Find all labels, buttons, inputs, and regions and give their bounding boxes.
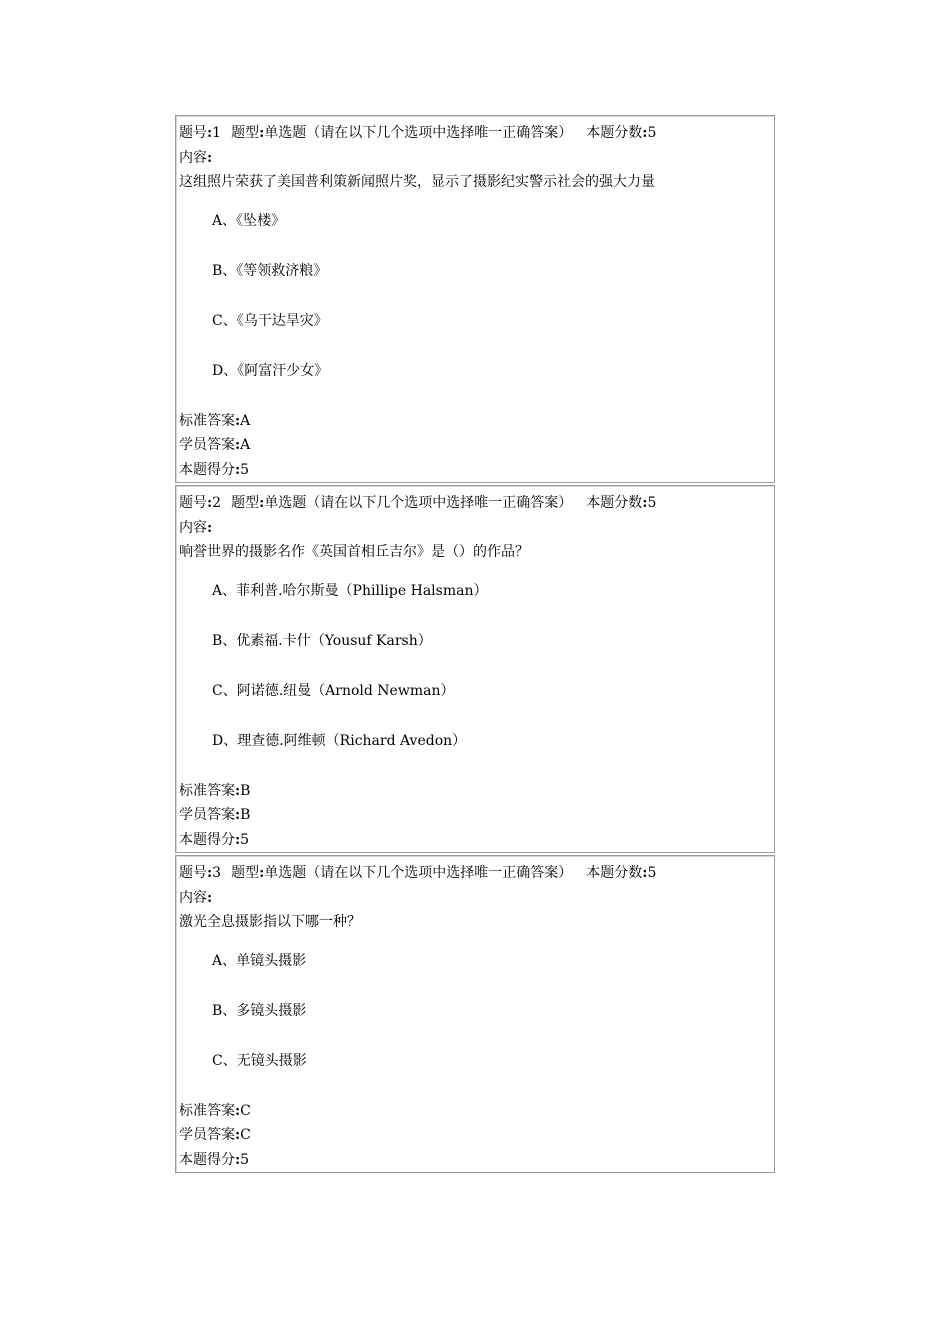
option-b: B、优素福.卡什（Yousuf Karsh） <box>212 632 432 649</box>
qtype-label: 题型 <box>231 495 260 511</box>
option-b: B、《等领救济粮》 <box>212 262 328 279</box>
answer-section <box>179 1099 771 1173</box>
question-header: 题号:2 题型:单选题（请在以下几个选项中选择唯一正确答案） 本题分数:5 <box>179 495 657 511</box>
answer-section <box>179 409 771 483</box>
stu-answer: 学员答案:C <box>179 1127 251 1143</box>
question-header: 题号:3 题型:单选题（请在以下几个选项中选择唯一正确答案） 本题分数:5 <box>179 865 657 881</box>
question-header: 题号:1 题型:单选题（请在以下几个选项中选择唯一正确答案） 本题分数:5 <box>179 125 657 141</box>
score-label: 本题分数 <box>586 865 643 881</box>
std-answer: 标准答案:C <box>179 1102 251 1119</box>
option-b: B、多镜头摄影 <box>212 1002 307 1019</box>
got-score: 本题得分:5 <box>179 1151 250 1168</box>
score-value: 5 <box>647 495 657 511</box>
score-label: 本题分数 <box>586 495 643 511</box>
qtype-label: 题型 <box>231 125 260 141</box>
got-score: 本题得分:5 <box>179 831 250 848</box>
stu-answer: 学员答案:A <box>179 437 251 453</box>
qtype-value: 单选题（请在以下几个选项中选择唯一正确答案） <box>264 495 573 511</box>
question-stem: 响誉世界的摄影名作《英国首相丘吉尔》是（）的作品？ <box>179 544 529 560</box>
option-a: A、《坠楼》 <box>212 212 286 229</box>
option-c: C、《乌干达旱灾》 <box>212 312 328 329</box>
exam-record <box>175 115 775 1175</box>
option-c: C、阿诺德.纽曼（Arnold Newman） <box>212 682 455 699</box>
qtype-value: 单选题（请在以下几个选项中选择唯一正确答案） <box>264 865 573 881</box>
question-block-3 <box>175 855 775 1173</box>
option-c: C、无镜头摄影 <box>212 1052 307 1069</box>
qtype-label: 题型 <box>231 865 260 881</box>
option-a: A、单镜头摄影 <box>212 952 307 969</box>
content-label: 内容: <box>179 889 213 906</box>
score-label: 本题分数 <box>586 125 643 141</box>
qno-value: 3 <box>212 865 222 881</box>
qtype-value: 单选题（请在以下几个选项中选择唯一正确答案） <box>264 125 573 141</box>
question-stem: 激光全息摄影指以下哪一种？ <box>179 914 361 930</box>
content-label: 内容: <box>179 149 213 166</box>
option-d: D、《阿富汗少女》 <box>212 362 329 379</box>
std-answer: 标准答案:A <box>179 412 251 429</box>
stu-answer: 学员答案:B <box>179 807 251 823</box>
question-block-1 <box>175 115 775 483</box>
score-value: 5 <box>647 865 657 881</box>
question-stem: 这组照片荣获了美国普利策新闻照片奖，显示了摄影纪实警示社会的强大力量 <box>179 174 655 190</box>
std-answer: 标准答案:B <box>179 782 251 799</box>
got-score: 本题得分:5 <box>179 461 250 478</box>
score-value: 5 <box>647 125 657 141</box>
qno-value: 2 <box>212 495 222 511</box>
question-block-2 <box>175 485 775 853</box>
qno-label: 题号 <box>179 125 207 141</box>
qno-label: 题号 <box>179 865 207 881</box>
content-label: 内容: <box>179 519 213 536</box>
qno-label: 题号 <box>179 495 207 511</box>
option-a: A、菲利普.哈尔斯曼（Phillipe Halsman） <box>212 582 488 599</box>
answer-section <box>179 779 771 853</box>
option-d: D、理查德.阿维顿（Richard Avedon） <box>212 732 467 749</box>
qno-value: 1 <box>212 125 222 141</box>
